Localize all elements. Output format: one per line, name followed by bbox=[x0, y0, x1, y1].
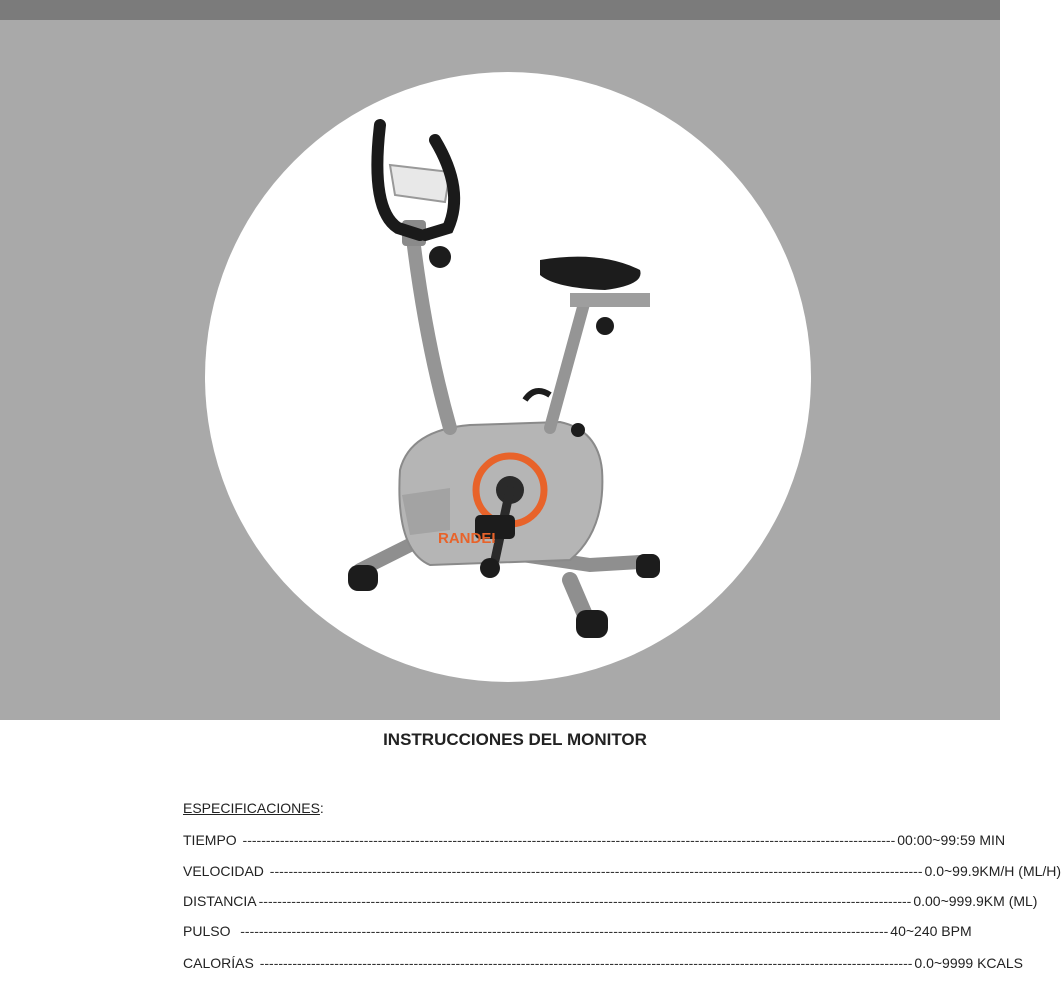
spec-value: 00:00~99:59 MIN bbox=[897, 832, 1006, 848]
spec-value: 0.00~999.9KM (ML) bbox=[913, 893, 1038, 909]
spec-row-pulso bbox=[183, 921, 972, 941]
dash-leader: -------------------------------------------------------------------------------------------------------------------------------------------- bbox=[238, 832, 896, 848]
dash-leader: -------------------------------------------------------------------------------------------------------------------------------------------- bbox=[255, 955, 913, 971]
dash-leader: ------------------------------------------------------------------------------------------------------------------------------------------- bbox=[232, 923, 889, 939]
spec-value: 0.0~99.9KM/H (ML/H) bbox=[924, 863, 1061, 879]
spec-value: 40~240 BPM bbox=[890, 923, 972, 939]
spec-heading-text: ESPECIFICACIONES bbox=[183, 800, 320, 816]
top-bar bbox=[0, 0, 1000, 20]
spec-value: 0.0~9999 KCALS bbox=[914, 955, 1023, 971]
spec-row-velocidad bbox=[183, 861, 1061, 881]
spec-label: PULSO bbox=[183, 923, 231, 939]
spec-heading bbox=[183, 800, 324, 816]
spec-label: DISTANCIA bbox=[183, 893, 257, 909]
spec-label: CALORÍAS bbox=[183, 955, 254, 971]
spec-heading-colon: : bbox=[319, 800, 324, 816]
dash-leader: -------------------------------------------------------------------------------------------------------------------------------------------- bbox=[265, 863, 923, 879]
spec-label: TIEMPO bbox=[183, 832, 237, 848]
spec-row-distancia bbox=[183, 891, 1038, 911]
spec-label: VELOCIDAD bbox=[183, 863, 264, 879]
exercise-bike-image bbox=[340, 110, 670, 650]
spec-row-tiempo bbox=[183, 830, 1006, 850]
dash-leader: -------------------------------------------------------------------------------------------------------------------------------------------- bbox=[258, 893, 912, 909]
spec-row-calorias bbox=[183, 953, 1023, 973]
brand-label: RANDEI bbox=[438, 530, 496, 547]
monitor-title: INSTRUCCIONES DEL MONITOR bbox=[383, 730, 647, 749]
